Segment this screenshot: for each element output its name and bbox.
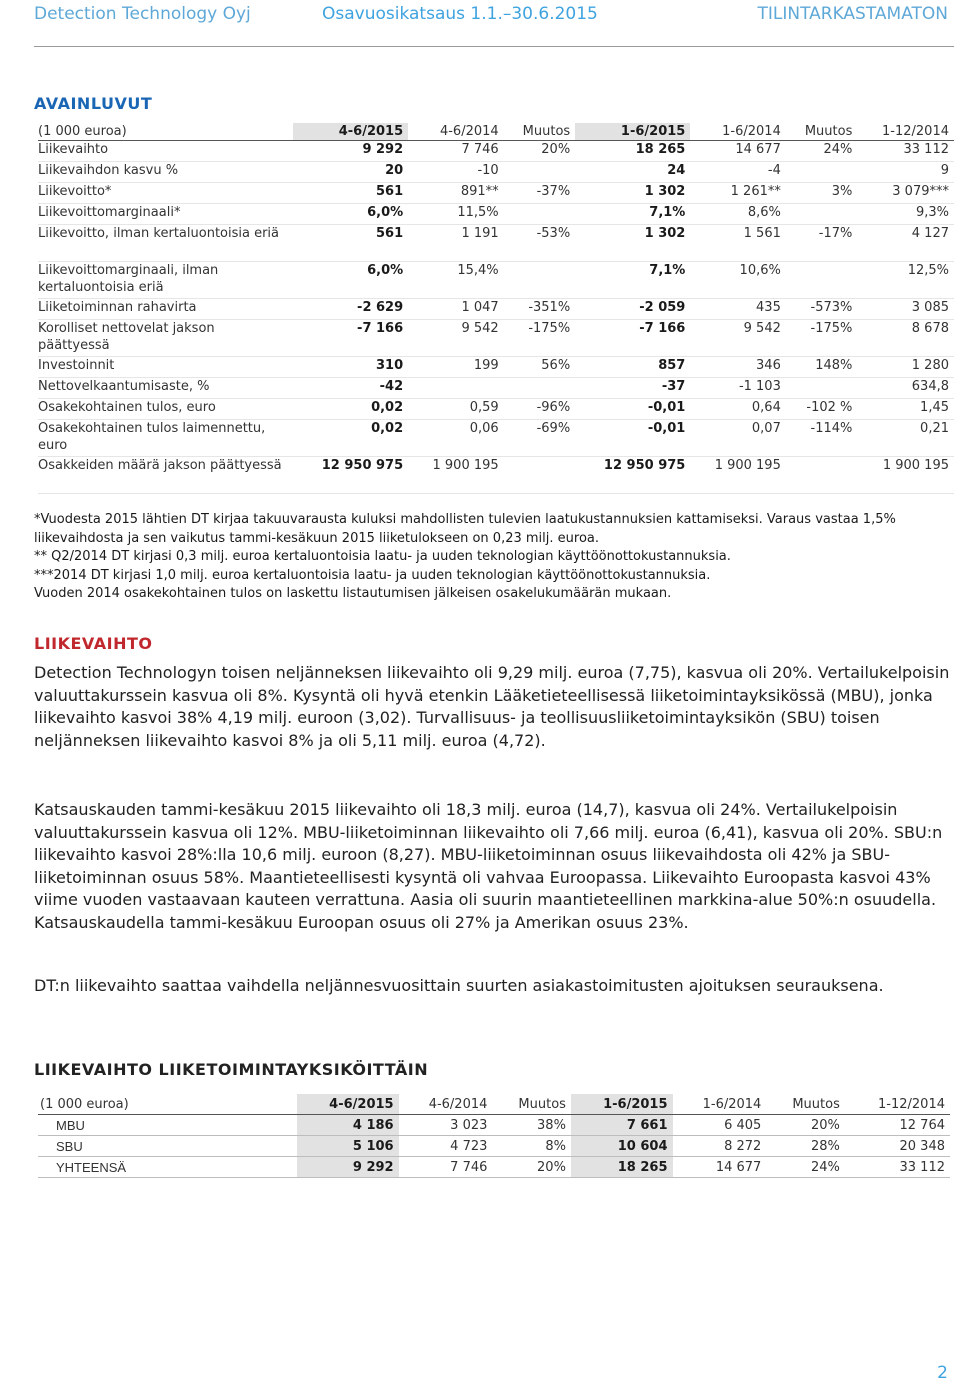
table-cell xyxy=(504,162,576,183)
row-label: Investoinnit xyxy=(38,358,115,373)
table-cell: 9 542 xyxy=(743,321,781,336)
table-cell: 9 292 xyxy=(362,142,404,157)
column-header: Muutos xyxy=(804,124,853,139)
column-header: 1-6/2015 xyxy=(575,123,690,141)
table-row xyxy=(38,1157,950,1178)
row-label: SBU xyxy=(38,1136,297,1157)
table-row xyxy=(38,183,954,204)
table-cell: 20% xyxy=(541,142,571,157)
table-cell: 857 xyxy=(658,358,686,373)
table-cell: 38% xyxy=(492,1115,571,1136)
table-cell: 20 348 xyxy=(845,1136,950,1157)
table-cell: 1,45 xyxy=(920,400,949,415)
table-cell: 8% xyxy=(492,1136,571,1157)
table-cell: 12 950 975 xyxy=(321,458,404,473)
table-cell: 561 xyxy=(376,226,404,241)
table-cell: -7 166 xyxy=(357,321,404,336)
row-label: Liikevaihdon kasvu % xyxy=(38,163,179,178)
table-cell: 1 900 195 xyxy=(714,458,781,473)
table-row xyxy=(38,378,954,399)
page-number: 2 xyxy=(937,1363,948,1383)
table-cell: -1 103 xyxy=(738,379,781,394)
table-cell: 15,4% xyxy=(457,263,499,278)
row-label: Osakekohtainen tulos, euro xyxy=(38,400,216,415)
table-cell: 891** xyxy=(460,184,499,199)
table-cell: 0,21 xyxy=(920,421,949,436)
table-row xyxy=(38,357,954,378)
table-cell: -175% xyxy=(810,321,853,336)
table-header-row xyxy=(38,123,954,141)
table-cell: 3 023 xyxy=(399,1115,493,1136)
table-cell: 24% xyxy=(823,142,853,157)
table-cell: 18 265 xyxy=(571,1157,673,1178)
column-header: 4-6/2014 xyxy=(439,124,499,139)
column-header: 4-6/2015 xyxy=(297,1094,399,1115)
table-cell xyxy=(786,262,858,299)
table-cell: 12 764 xyxy=(845,1115,950,1136)
table-cell: 14 677 xyxy=(735,142,781,157)
table-cell: 10 604 xyxy=(571,1136,673,1157)
table-cell: 9 xyxy=(940,163,949,178)
table-row xyxy=(38,1136,950,1157)
revenue-paragraph: Detection Technologyn toisen neljänneksen liikevaihto oli 9,29 milj. euroa (7,75), kasvua oli 20%. Vertailukelpoisin valuuttakurssein kasvua oli 8%. Kysyntä oli hyvä etenkin Lääketieteellisessä liiketoimintayksikössä (MBU), jonka liikevaihto kasvoi 38% 4,19 milj. euroon (3,02). Turvallisuus- ja teollisuusliiketoimintayksikön (SBU) toisen neljänneksen liikevaihto kasvoi 8% ja oli 5,11 milj. euroa (4,72). xyxy=(34,663,950,750)
column-header: 4-6/2015 xyxy=(293,123,408,141)
table-cell: 8 678 xyxy=(911,321,949,336)
table-cell: 0,07 xyxy=(751,421,781,436)
table-row xyxy=(38,1115,950,1136)
table-cell: 1 561 xyxy=(743,226,781,241)
column-header: Muutos xyxy=(492,1094,571,1115)
column-header: (1 000 euroa) xyxy=(38,124,127,139)
column-header: (1 000 euroa) xyxy=(38,1094,297,1115)
table-cell: 20% xyxy=(492,1157,571,1178)
table-cell: 7,1% xyxy=(649,263,686,278)
table-cell: -69% xyxy=(536,421,571,436)
table-cell: 148% xyxy=(815,358,853,373)
table-cell: 310 xyxy=(376,358,404,373)
table-cell xyxy=(786,162,858,183)
table-cell: 1 191 xyxy=(461,226,499,241)
table-cell: 14 677 xyxy=(673,1157,767,1178)
table-cell: 7 746 xyxy=(461,142,499,157)
table-cell xyxy=(786,378,858,399)
table-cell: 12,5% xyxy=(907,263,949,278)
table-cell: 8,6% xyxy=(747,205,781,220)
footnotes xyxy=(34,511,934,604)
table-cell xyxy=(408,378,504,399)
table-cell: 1 261** xyxy=(730,184,781,199)
table-cell xyxy=(504,204,576,225)
column-header: 4-6/2014 xyxy=(399,1094,493,1115)
column-header: 1-12/2014 xyxy=(882,124,949,139)
row-label: Osakekohtainen tulos laimennettu, euro xyxy=(38,421,266,453)
row-label: Osakkeiden määrä jakson päättyessä xyxy=(38,458,282,473)
table-cell: 1 280 xyxy=(911,358,949,373)
table-cell: 1 302 xyxy=(644,184,686,199)
table-cell: 10,6% xyxy=(739,263,781,278)
page-header xyxy=(34,4,948,28)
table-cell xyxy=(786,204,858,225)
table-cell: 3 079*** xyxy=(892,184,949,199)
table-cell: 9 542 xyxy=(461,321,499,336)
footnote: ** Q2/2014 DT kirjasi 0,3 milj. euroa kertaluontoisia laatu- ja uuden teknologian käyttöönottokustannuksia. xyxy=(34,549,731,564)
table-cell: 5 106 xyxy=(297,1136,399,1157)
table-cell: -0,01 xyxy=(647,421,686,436)
table-cell: 28% xyxy=(766,1136,845,1157)
column-header: Muutos xyxy=(522,124,571,139)
table-cell: 3% xyxy=(831,184,853,199)
column-header: 1-12/2014 xyxy=(845,1094,950,1115)
row-label: Liikevoitto* xyxy=(38,184,112,199)
table-cell: -2 059 xyxy=(639,300,686,315)
table-cell: -7 166 xyxy=(639,321,686,336)
table-cell xyxy=(786,457,858,494)
column-header: 1-6/2014 xyxy=(673,1094,767,1115)
table-cell: 199 xyxy=(473,358,499,373)
table-cell: -53% xyxy=(536,226,571,241)
table-cell: 1 900 195 xyxy=(882,458,949,473)
table-cell: -4 xyxy=(767,163,781,178)
table-cell: 20% xyxy=(766,1115,845,1136)
column-header: Muutos xyxy=(766,1094,845,1115)
table-row xyxy=(38,204,954,225)
table-cell: -114% xyxy=(810,421,853,436)
table-cell: -96% xyxy=(536,400,571,415)
key-figures-table xyxy=(38,123,954,494)
table-row xyxy=(38,162,954,183)
table-cell: 0,02 xyxy=(371,421,404,436)
table-cell: 561 xyxy=(376,184,404,199)
table-cell: 1 047 xyxy=(461,300,499,315)
table-cell: 4 723 xyxy=(399,1136,493,1157)
table-cell: 4 186 xyxy=(297,1115,399,1136)
table-cell: 33 112 xyxy=(845,1157,950,1178)
table-cell xyxy=(504,378,576,399)
footnote: *Vuodesta 2015 lähtien DT kirjaa takuuvarausta kuluksi mahdollisten tulevien laatukustannuksien kattamiseksi. Varaus vastaa 1,5% liikevaihdosta ja sen vaikutus tammi-kesäkuun 2015 liiketulokseen on 0,23 milj. euroa. xyxy=(34,512,900,546)
table-cell: 33 112 xyxy=(903,142,949,157)
table-cell: 7,1% xyxy=(649,205,686,220)
row-label: Liikevoittomarginaali, ilman kertaluontoisia eriä xyxy=(38,263,219,295)
table-row xyxy=(38,399,954,420)
table-cell: -2 629 xyxy=(357,300,404,315)
table-row xyxy=(38,225,954,262)
footnote: ***2014 DT kirjasi 1,0 milj. euroa kertaluontoisia laatu- ja uuden teknologian käyttöönottokustannuksia. xyxy=(34,567,711,583)
table-row xyxy=(38,420,954,457)
column-header: 1-6/2015 xyxy=(571,1094,673,1115)
table-cell: -42 xyxy=(379,379,404,394)
table-cell: 18 265 xyxy=(635,142,686,157)
table-cell: 0,06 xyxy=(469,421,499,436)
table-row xyxy=(38,320,954,357)
table-row xyxy=(38,457,954,494)
report-title: Osavuosikatsaus 1.1.–30.6.2015 xyxy=(322,4,598,24)
table-row xyxy=(38,262,954,299)
revenue-title: LIIKEVAIHTO xyxy=(34,634,153,653)
table-cell: -0,01 xyxy=(647,400,686,415)
table-cell: -37% xyxy=(536,184,571,199)
table-cell: 56% xyxy=(541,358,571,373)
table-cell: 6,0% xyxy=(367,205,404,220)
table-cell: -573% xyxy=(810,300,853,315)
row-label: Liikevoitto, ilman kertaluontoisia eriä xyxy=(38,226,280,241)
table-cell: 1 302 xyxy=(644,226,686,241)
key-figures-title: AVAINLUVUT xyxy=(34,94,153,113)
table-cell: 20 xyxy=(385,163,404,178)
segments-title: LIIKEVAIHTO LIIKETOIMINTAYKSIKÖITTÄIN xyxy=(34,1060,429,1079)
row-label: Korolliset nettovelat jakson päättyessä xyxy=(38,321,215,353)
row-label: Liikevoittomarginaali* xyxy=(38,205,181,220)
table-cell: 24% xyxy=(766,1157,845,1178)
table-cell: 634,8 xyxy=(911,379,949,394)
table-cell: 435 xyxy=(756,300,781,315)
table-row xyxy=(38,299,954,320)
table-cell: -102 % xyxy=(806,400,853,415)
table-cell xyxy=(504,457,576,494)
table-cell: -37 xyxy=(661,379,686,394)
row-label: MBU xyxy=(38,1115,297,1136)
audit-status: TILINTARKASTAMATON xyxy=(757,4,948,24)
table-cell: 0,64 xyxy=(751,400,781,415)
row-label: Liikevaihto xyxy=(38,142,109,157)
table-cell: 7 746 xyxy=(399,1157,493,1178)
table-cell xyxy=(504,262,576,299)
column-header: 1-6/2014 xyxy=(722,124,781,139)
company-name: Detection Technology Oyj xyxy=(34,4,251,24)
table-cell: -175% xyxy=(528,321,571,336)
table-cell: 9,3% xyxy=(915,205,949,220)
table-cell: 0,59 xyxy=(469,400,499,415)
table-cell: 24 xyxy=(667,163,686,178)
table-cell: 6 405 xyxy=(673,1115,767,1136)
row-label: Nettovelkaantumisaste, % xyxy=(38,379,210,394)
segments-table xyxy=(38,1094,950,1178)
table-header-row xyxy=(38,1094,950,1115)
table-cell: 6,0% xyxy=(367,263,404,278)
revenue-paragraph: DT:n liikevaihto saattaa vaihdella neljännesvuosittain suurten asiakastoimitusten ajoituksen seurauksena. xyxy=(34,976,884,995)
table-cell: 8 272 xyxy=(673,1136,767,1157)
revenue-paragraph: Katsauskauden tammi-kesäkuu 2015 liikevaihto oli 18,3 milj. euroa (14,7), kasvua oli 24%. Vertailukelpoisin valuuttakurssein kasvua oli 12%. MBU-liiketoiminnan liikevaihto oli 7,66 milj. euroa (6,41), kasvua oli 20%. SBU:n liikevaihto kasvoi 28%:lla 10,6 milj. euroon (8,27). MBU-liiketoiminnan osuus liikevaihdosta oli 42% ja SBU-liiketoiminnan osuus 58%. Maantieteellisesti kysyntä oli vahvaa Euroopassa. Liikevaihto Euroopasta kasvoi 43% viime vuoden vastaavaan kauteen verrattuna. Aasia oli suurin maantieteellinen markkina-alue 50%:n osuudella. Katsauskaudella tammi-kesäkuu Euroopan osuus oli 27% ja Amerikan osuus 23%. xyxy=(34,800,943,932)
row-label: Liiketoiminnan rahavirta xyxy=(38,300,197,315)
table-cell: 3 085 xyxy=(911,300,949,315)
table-cell: 4 127 xyxy=(911,226,949,241)
table-cell: 12 950 975 xyxy=(603,458,686,473)
header-divider xyxy=(34,46,954,47)
table-cell: 1 900 195 xyxy=(432,458,499,473)
table-cell: 0,02 xyxy=(371,400,404,415)
table-row xyxy=(38,141,954,162)
table-cell: 11,5% xyxy=(457,205,499,220)
table-cell: 7 661 xyxy=(571,1115,673,1136)
table-cell: 9 292 xyxy=(297,1157,399,1178)
table-cell: -10 xyxy=(477,163,499,178)
footnote: Vuoden 2014 osakekohtainen tulos on laskettu listautumisen jälkeisen osakelukumäärän mukaan. xyxy=(34,586,672,601)
table-cell: 346 xyxy=(756,358,781,373)
row-label: YHTEENSÄ xyxy=(38,1157,297,1178)
table-cell: -351% xyxy=(528,300,571,315)
table-cell: -17% xyxy=(818,226,853,241)
